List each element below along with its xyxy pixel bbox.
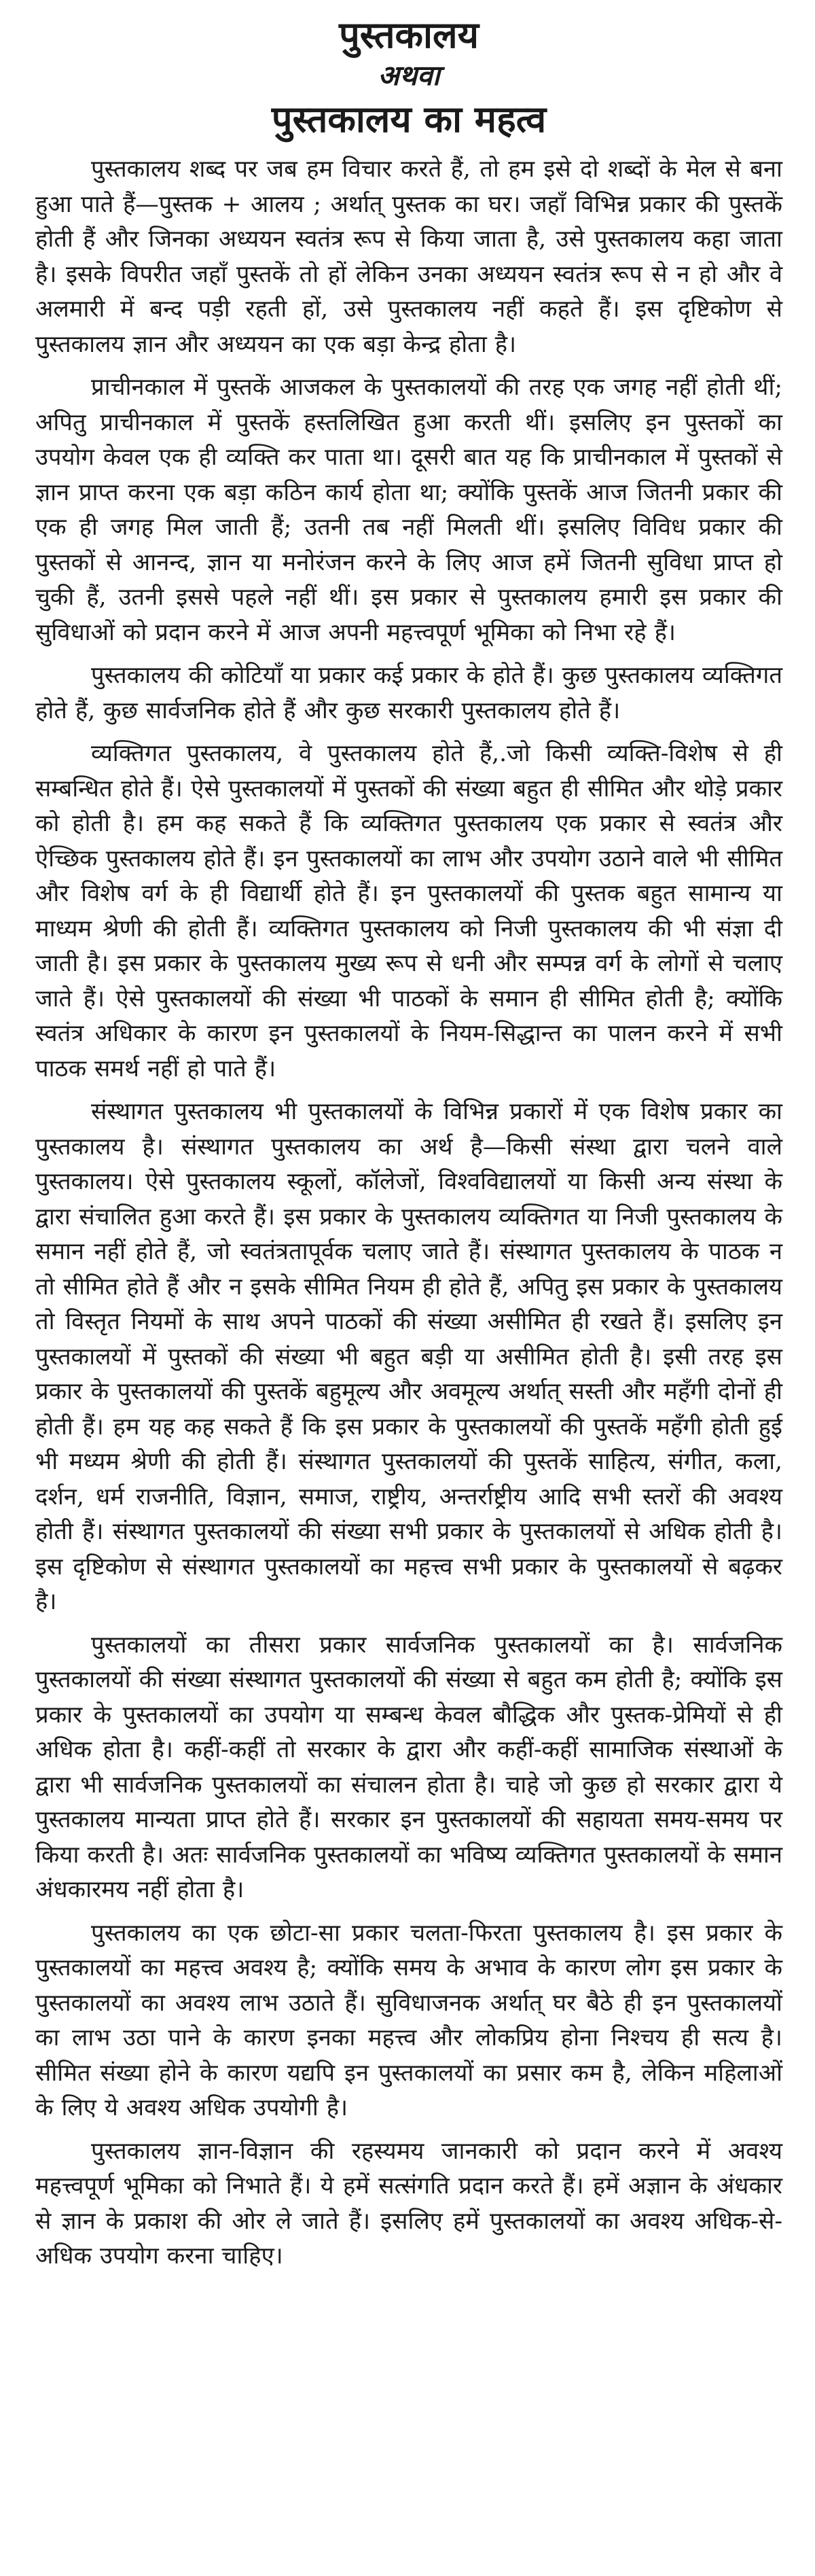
paragraph-4: व्यक्तिगत पुस्तकालय, वे पुस्तकालय होते हैं,.जो किसी व्यक्ति-विशेष से ही सम्बन्धित होते हैं। ऐसे पुस्तकालयों में पुस्तकों की संख्या बहुत ही सीमित और थोड़े प्रकार को होती है। हम कह सकते हैं कि व्यक्तिगत पुस्तकालय एक प्रकार से स्वतंत्र और ऐच्छिक पुस्तकालय होते हैं। इन पुस्तकालयों का लाभ और उपयोग उठाने वाले भी सीमित और विशेष वर्ग के ही विद्यार्थी होते हैं। इन पुस्तकालयों की पुस्तक बहुत सामान्य या माध्यम श्रेणी की होती हैं। व्यक्तिगत पुस्तकालय को निजी पुस्तकालय की भी संज्ञा दी जाती है। इस प्रकार के पुस्तकालय मुख्य रूप से धनी और सम्पन्न वर्ग के लोगों से चलाए जाते हैं। ऐसे पुस्तकालयों की संख्या भी पाठकों के समान ही सीमित होती है; क्योंकि स्वतंत्र अधिकार के कारण इन पुस्तकालयों के नियम-सिद्धान्त का पालन करने में सभी पाठक समर्थ नहीं हो पाते हैं। [35,740,782,1082]
essay-subtitle: अथवा [378,59,440,92]
paragraph-5: संस्थागत पुस्तकालय भी पुस्तकालयों के विभिन्न प्रकारों में एक विशेष प्रकार का पुस्तकालय है। संस्थागत पुस्तकालय का अर्थ है—किसी संस्था द्वारा चलने वाले पुस्तकालय। ऐसे पुस्तकालय स्कूलों, कॉलेजों, विश्वविद्यालयों या किसी अन्य संस्था के द्वारा संचालित हुआ करते हैं। इस प्रकार के पुस्तकालय व्यक्तिगत या निजी पुस्तकालय के समान नहीं होते हैं, जो स्वतंत्रतापूर्वक चलाए जाते हैं। संस्थागत पुस्तकालय के पाठक न तो सीमित होते हैं और न इसके सीमित नियम ही होते हैं, अपितु इस प्रकार के पुस्तकालय तो विस्तृत नियमों के साथ अपने पाठकों की संख्या असीमित ही रखते हैं। इसलिए इन पुस्तकालयों में पुस्तकों की संख्या भी बहुत बड़ी या असीमित होती है। इसी तरह इस प्रकार के पुस्तकालयों की पुस्तकें बहुमूल्य और अवमूल्य अर्थात् सस्ती और महँगी दोनों ही होती हैं। हम यह कह सकते हैं कि इस प्रकार के पुस्तकालयों की पुस्तकें महँगी होती हुई भी मध्यम श्रेणी की होती हैं। संस्थागत पुस्तकालयों की पुस्तकें साहित्य, संगीत, कला, दर्शन, धर्म राजनीति, विज्ञान, समाज, राष्ट्रीय, अन्तर्राष्ट्रीय आदि सभी स्तरों की अवश्य होती हैं। संस्थागत पुस्तकालयों की संख्या सभी प्रकार के पुस्तकालयों से अधिक होती है। इस दृष्टिकोण से संस्थागत पुस्तकालयों का महत्त्व सभी प्रकार के पुस्तकालयों से बढ़कर है। [35,1098,782,1615]
paragraph-7: पुस्तकालय का एक छोटा-सा प्रकार चलता-फिरता पुस्तकालय है। इस प्रकार के पुस्तकालयों का महत्त्व अवश्य है; क्योंकि समय के अभाव के कारण लोग इस प्रकार के पुस्तकालयों का अवश्य लाभ उठाते हैं। सुविधाजनक अर्थात् घर बैठे ही इन पुस्तकालयों का लाभ उठा पाने के कारण इनका महत्त्व और लोकप्रिय होना निश्चय ही सत्य है। सीमित संख्या होने के कारण यद्यपि इन पुस्तकालयों का प्रसार कम है, लेकिन महिलाओं के लिए ये अवश्य अधिक उपयोगी है। [35,1919,782,2121]
paragraph-6: पुस्तकालयों का तीसरा प्रकार सार्वजनिक पुस्तकालयों का है। सार्वजनिक पुस्तकालयों की संख्या संस्थागत पुस्तकालयों की संख्या से बहुत कम होती है; क्योंकि इस प्रकार के पुस्तकालयों का उपयोग या सम्बन्ध केवल बौद्धिक और पुस्तक-प्रेमियों से ही अधिक होता है। कहीं-कहीं तो सरकार के द्वारा और कहीं-कहीं सामाजिक संस्थाओं के द्वारा भी सार्वजनिक पुस्तकालयों का संचालन होता है। चाहे जो कुछ हो सरकार द्वारा ये पुस्तकालय मान्यता प्राप्त होते हैं। सरकार इन पुस्तकालयों की सहायता समय-समय पर किया करती है। अतः सार्वजनिक पुस्तकालयों का भविष्य व्यक्तिगत पुस्तकालयों के समान अंधकारमय नहीं होता है। [35,1631,782,1903]
paragraph-1: पुस्तकालय शब्द पर जब हम विचार करते हैं, तो हम इसे दो शब्दों के मेल से बना हुआ पाते हैं—पुस्तक + आलय ; अर्थात् पुस्तक का घर। जहाँ विभिन्न प्रकार की पुस्तकें होती हैं और जिनका अध्ययन स्वतंत्र रूप से किया जाता है, उसे पुस्तकालय कहा जाता है। इसके विपरीत जहाँ पुस्तकें तो हों लेकिन उनका अध्ययन स्वतंत्र रूप से न हो और वे अलमारी में बन्द पड़ी रहती हों, उसे पुस्तकालय नहीं कहते हैं। इस दृष्टिकोण से पुस्तकालय ज्ञान और अध्ययन का एक बड़ा केन्द्र होता है। [35,156,782,358]
paragraph-2: प्राचीनकाल में पुस्तकें आजकल के पुस्तकालयों की तरह एक जगह नहीं होती थीं; अपितु प्राचीनकाल में पुस्तकें हस्तलिखित हुआ करती थीं। इसलिए इन पुस्तकों का उपयोग केवल एक ही व्यक्ति कर पाता था। दूसरी बात यह कि प्राचीनकाल में पुस्तकों से ज्ञान प्राप्त करना एक बड़ा कठिन कार्य होता था; क्योंकि पुस्तकें आज जितनी प्रकार की एक ही जगह मिल जाती हैं; उतनी तब नहीं मिलती थीं। इसलिए विविध प्रकार की पुस्तकों से आनन्द, ज्ञान या मनोरंजन करने के लिए आज हमें जितनी सुविधा प्राप्त हो चुकी हैं, उतनी इससे पहले नहीं थीं। इस प्रकार से पुस्तकालय हमारी इस प्रकार की सुविधाओं को प्रदान करने में आज अपनी महत्त्वपूर्ण भूमिका को निभा रहे हैं। [35,374,782,646]
title-block [35,12,782,143]
essay-body [35,152,782,2274]
paragraph-3: पुस्तकालय की कोटियाँ या प्रकार कई प्रकार के होते हैं। कुछ पुस्तकालय व्यक्तिगत होते हैं, कुछ सार्वजनिक होते हैं और कुछ सरकारी पुस्तकालय होते हैं। [35,662,782,724]
essay-title: पुस्तकालय [339,13,479,56]
paragraph-8: पुस्तकालय ज्ञान-विज्ञान की रहस्यमय जानकारी को प्रदान करने में अवश्य महत्त्वपूर्ण भूमिका को निभाते हैं। ये हमें सत्संगति प्रदान करते हैं। हमें अज्ञान के अंधकार से ज्ञान के प्रकाश की ओर ले जाते हैं। इसलिए हमें पुस्तकालयों का अवश्य अधिक-से-अधिक उपयोग करना चाहिए। [35,2137,782,2270]
essay-heading: पुस्तकालय का महत्व [271,97,547,141]
